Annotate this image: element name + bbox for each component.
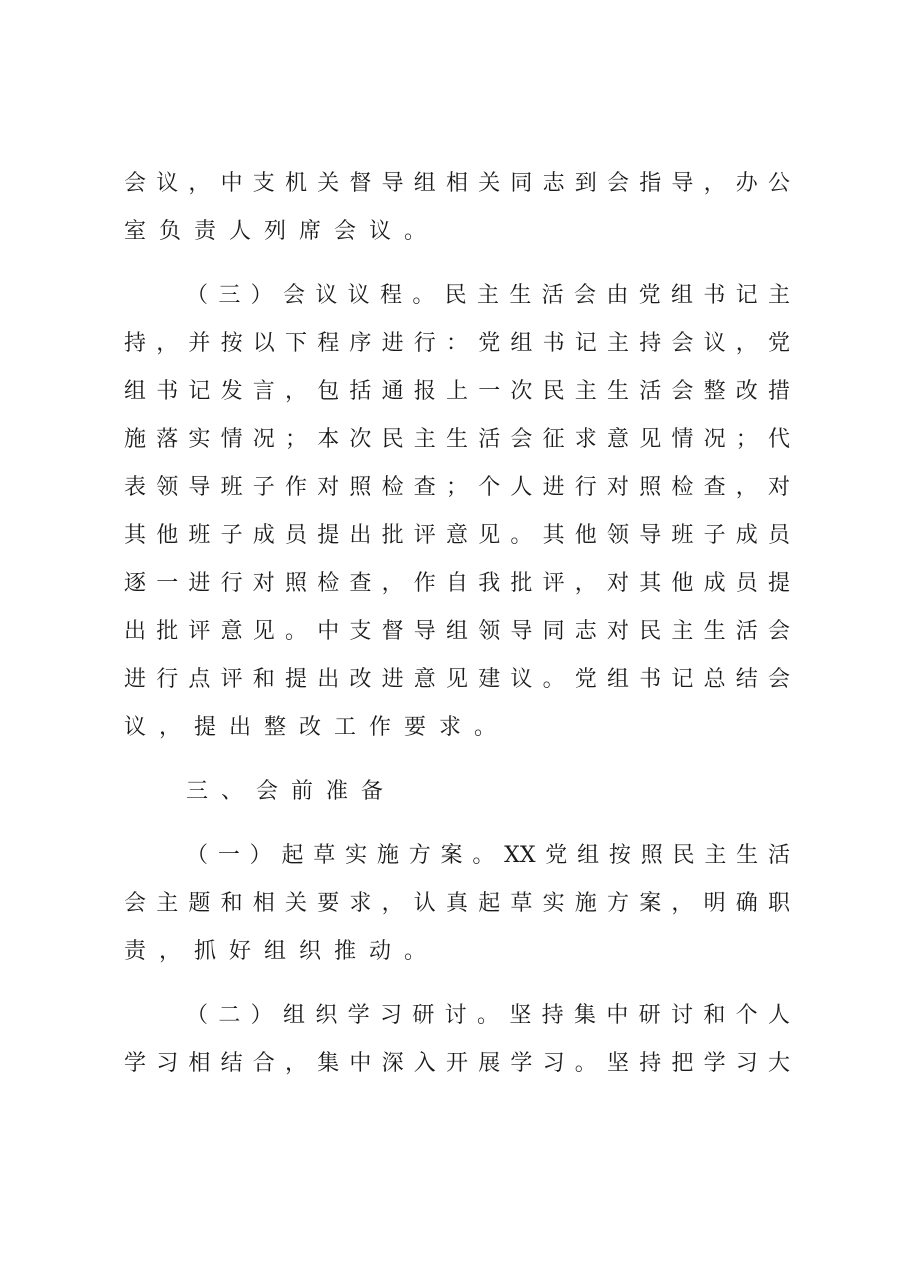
text-line: 学习相结合，集中深入开展学习。坚持把学习大	[124, 1051, 790, 1076]
text-line: 议，提出整改工作要求。	[124, 715, 510, 740]
text-line: 出批评意见。中支督导组领导同志对民主生活会	[124, 619, 790, 644]
text-line: 其他班子成员提出批评意见。其他领导班子成员	[124, 523, 790, 548]
text-line: 施落实情况；本次民主生活会征求意见情况；代	[124, 427, 790, 452]
paragraph-heading-line: （三）会议议程。民主生活会由党组书记主	[186, 283, 790, 308]
text-line: 组书记发言，包括通报上一次民主生活会整改措	[124, 379, 790, 404]
paragraph-heading-line: （一）起草实施方案。XX党组按照民主生活	[186, 843, 790, 868]
section-heading: 三、会前准备	[186, 779, 397, 804]
text-line: 表领导班子作对照检查；个人进行对照检查，对	[124, 475, 790, 500]
text-line: 逐一进行对照检查，作自我批评，对其他成员提	[124, 571, 790, 596]
text-line: 室负责人列席会议。	[124, 219, 440, 244]
text-line: 持，并按以下程序进行：党组书记主持会议，党	[124, 331, 790, 356]
text-line: 会主题和相关要求，认真起草实施方案，明确职	[124, 891, 790, 916]
text-line: 责，抓好组织推动。	[124, 939, 440, 964]
text-line: 会议，中支机关督导组相关同志到会指导，办公	[124, 171, 790, 196]
text-line: 进行点评和提出改进意见建议。党组书记总结会	[124, 667, 790, 692]
paragraph-heading-line: （二）组织学习研讨。坚持集中研讨和个人	[186, 1003, 790, 1028]
